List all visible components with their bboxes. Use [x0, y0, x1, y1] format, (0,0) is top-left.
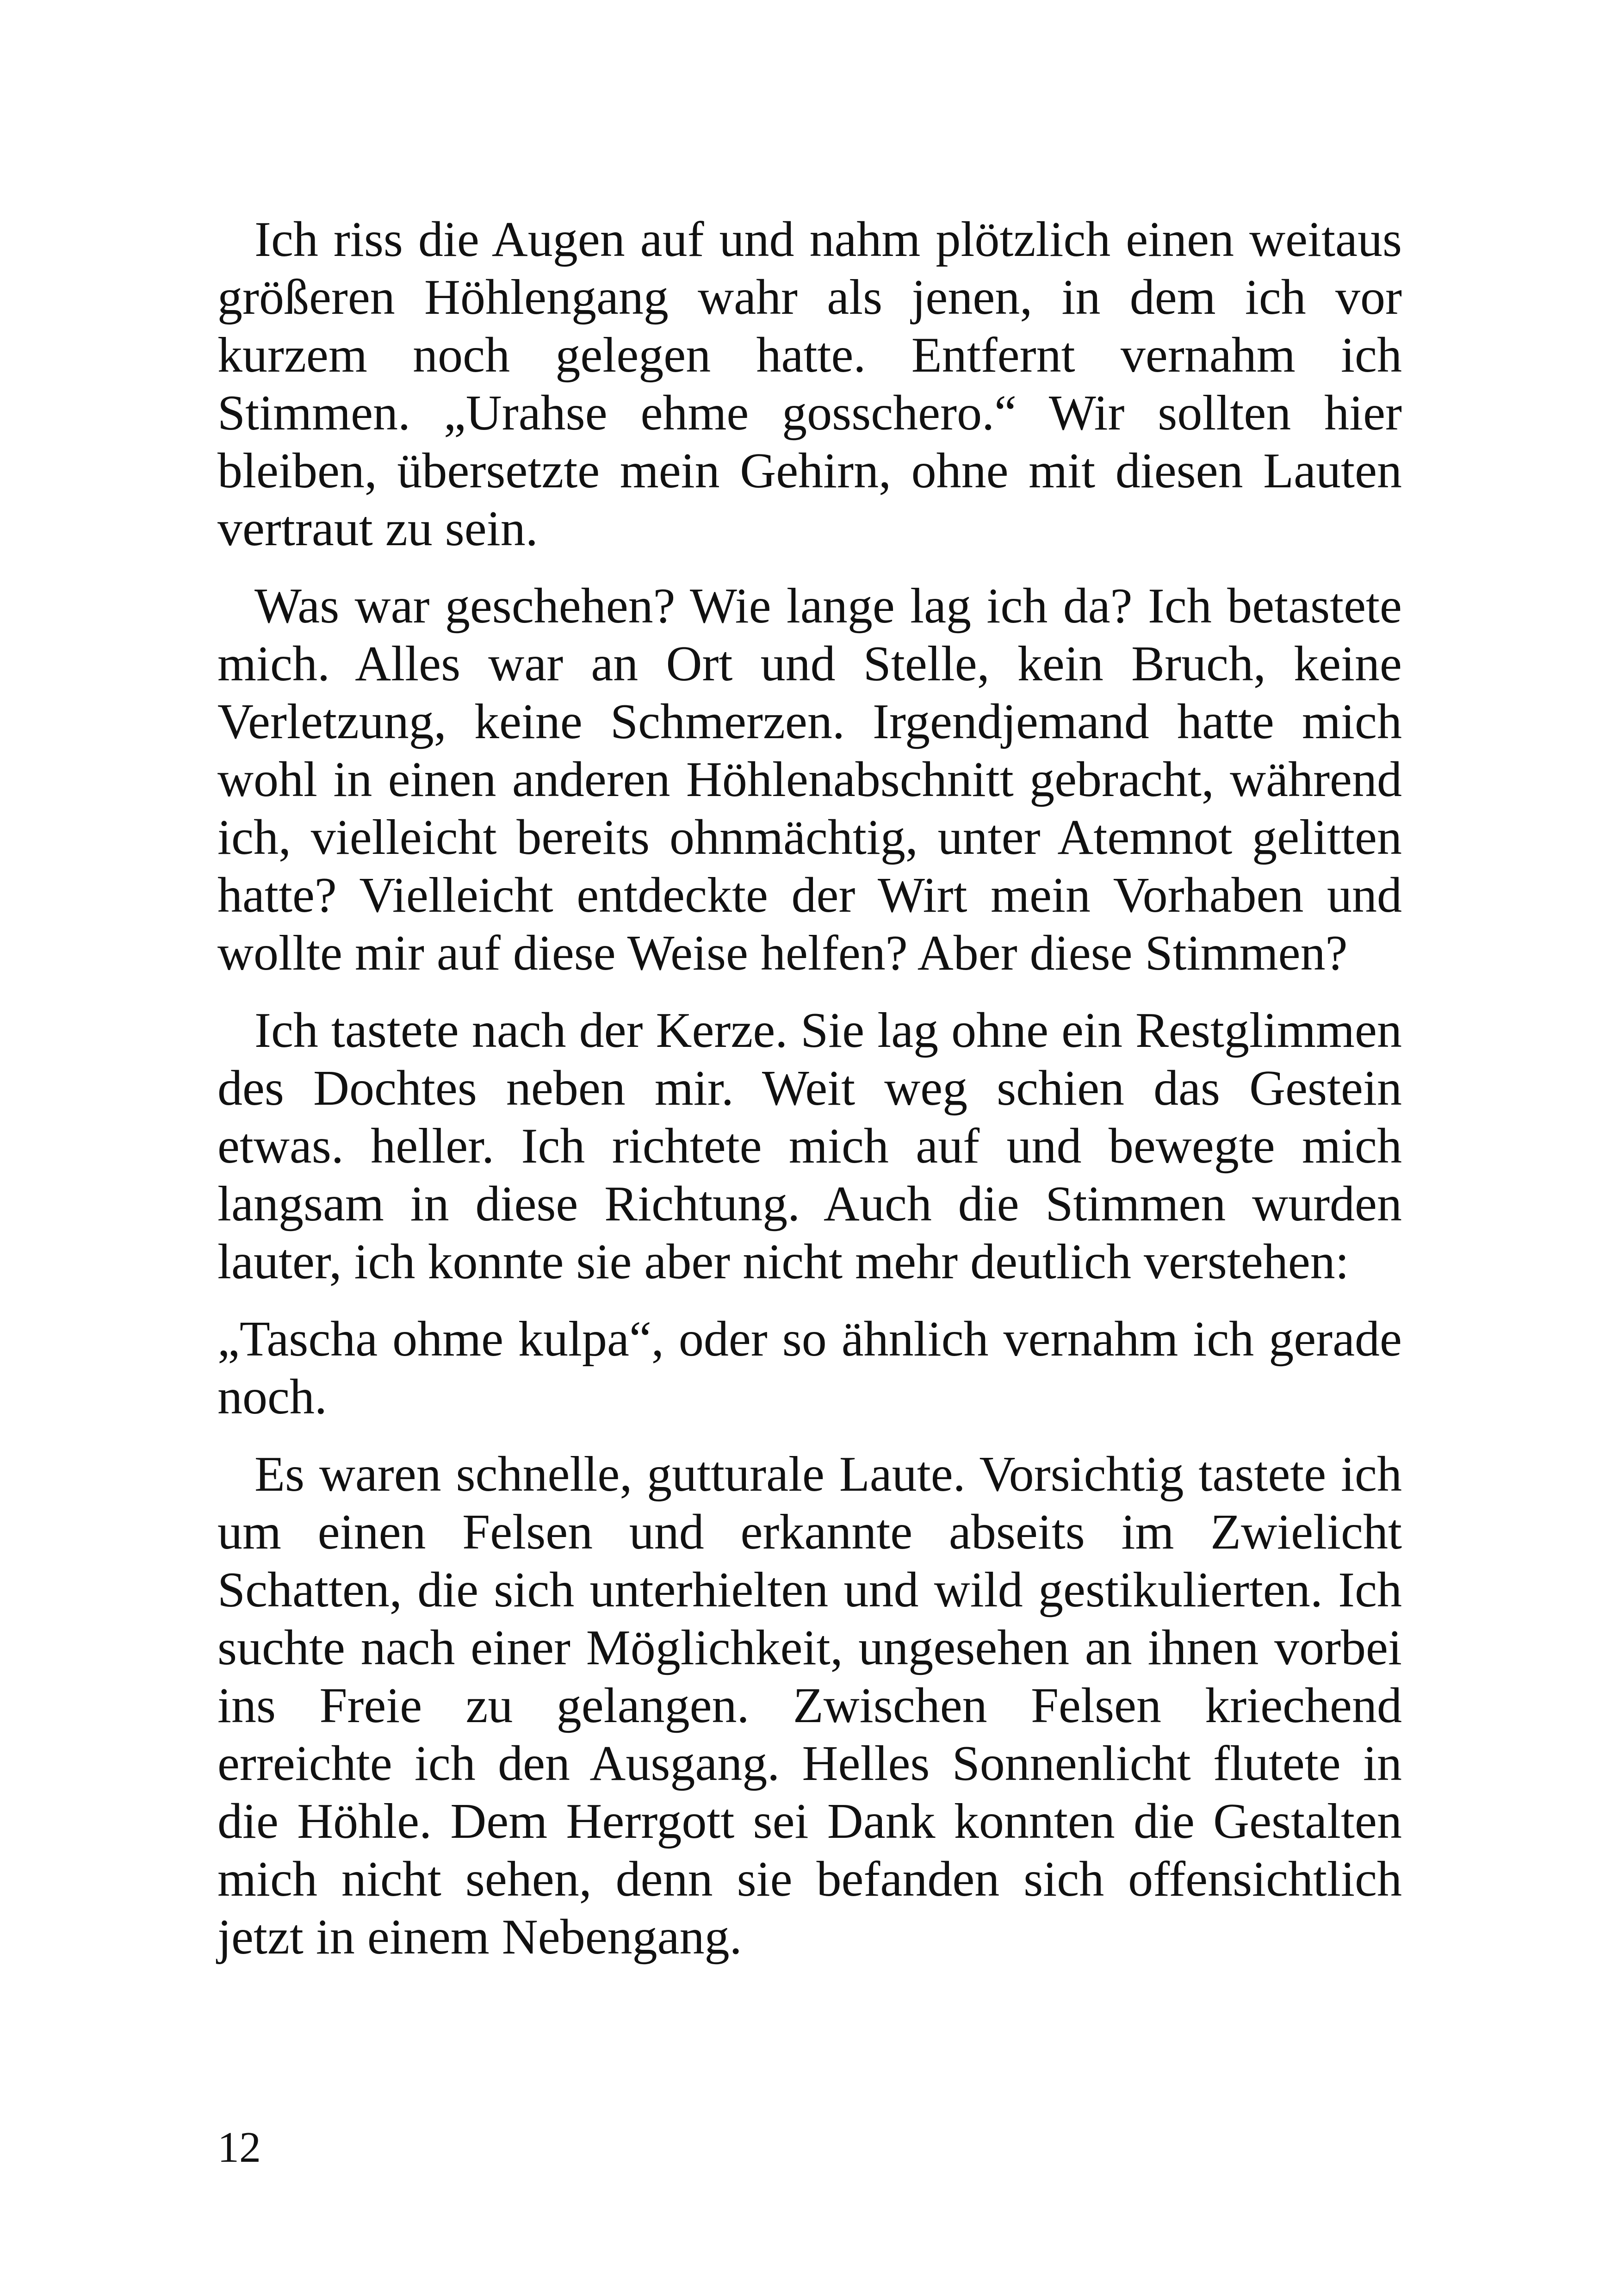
page-body: [217, 211, 1402, 1985]
paragraph-1: Ich riss die Augen auf und nahm plötzlich einen weitaus größeren Höhlengang wahr als jenen, in dem ich vor kurzem noch gelegen hatte. Entfernt vernahm ich Stimmen. „Urahse ehme gosschero.“ Wir sollten hier bleiben, übersetzte mein Gehirn, ohne mit diesen Lauten vertraut zu sein.: [217, 212, 1402, 556]
paragraph-5: Es waren schnelle, gutturale Laute. Vorsichtig tastete ich um einen Felsen und erkannte abseits im Zwielicht Schatten, die sich unterhielten und wild gestikulierten. Ich suchte nach einer Möglichkeit, ungesehen an ihnen vorbei ins Freie zu gelangen. Zwischen Felsen kriechend erreichte ich den Ausgang. Helles Sonnenlicht flutete in die Höhle. Dem Herrgott sei Dank konnten die Gestalten mich nicht sehen, denn sie befanden sich offensichtlich jetzt in einem Nebengang.: [217, 1447, 1402, 1965]
paragraph-2: Was war geschehen? Wie lange lag ich da? Ich betastete mich. Alles war an Ort und Stelle, kein Bruch, keine Verletzung, keine Schmerzen. Irgendjemand hatte mich wohl in einen anderen Höhlenabschnitt gebracht, während ich, vielleicht bereits ohnmächtig, unter Atemnot gelitten hatte? Vielleicht entdeckte der Wirt mein Vorhaben und wollte mir auf diese Weise helfen? Aber diese Stimmen?: [217, 579, 1402, 981]
paragraph-4: „Tascha ohme kulpa“, oder so ähnlich vernahm ich gerade noch.: [217, 1312, 1402, 1425]
page-number: 12: [217, 2123, 261, 2172]
paragraph-3: Ich tastete nach der Kerze. Sie lag ohne ein Restglimmen des Dochtes neben mir. Weit weg schien das Gestein etwas. heller. Ich richtete mich auf und bewegte mich langsam in diese Richtung. Auch die Stimmen wurden lauter, ich konnte sie aber nicht mehr deutlich verstehen:: [217, 1003, 1402, 1289]
